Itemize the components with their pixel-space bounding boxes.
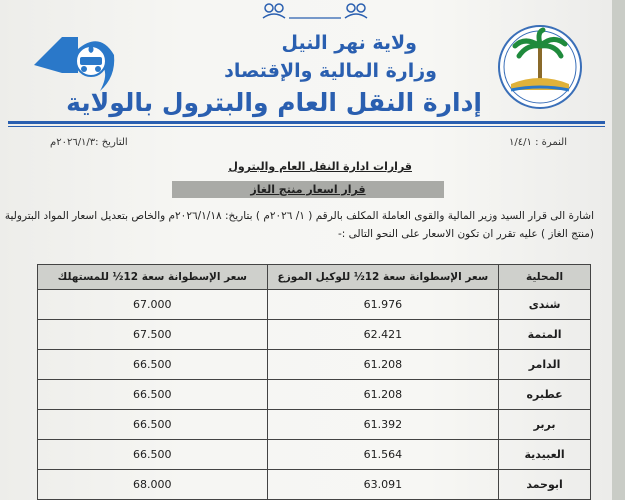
reference-number: النمرة : ١/٤/١ (509, 137, 567, 148)
table-row (38, 410, 591, 440)
subtitle-band (172, 181, 444, 198)
document-subtitle: قرار اسعار منتج الغاز (250, 183, 366, 196)
header-divider (8, 121, 605, 124)
table-header-row (38, 265, 591, 290)
table-row (38, 470, 591, 500)
price-table (37, 264, 591, 500)
document-date: التاريخ :٢٠٢٦/١/٣م (50, 137, 128, 148)
table-row (38, 440, 591, 470)
table-row (38, 320, 591, 350)
consumer-price-cell: 66.500 (38, 410, 268, 440)
body-paragraph: اشارة الى قرار السيد وزير المالية والقوى العاملة المكلف بالرقم ( ١/ ٢٠٢٦م ) بتاريخ: ٢٠٢٦/١/١٨م والخاص بتعديل اسعار المواد البترولية (منتج الغاز ) عليه تقرر ان تكون الاسعار على النحو التالى :- (4, 210, 594, 240)
locality-cell: بربر (499, 410, 591, 440)
consumer-price-cell: 68.000 (38, 470, 268, 500)
distributor-price-cell: 61.208 (267, 380, 499, 410)
locality-cell: عطبره (499, 380, 591, 410)
consumer-price-cell: 67.000 (38, 290, 268, 320)
column-header: المحلية (499, 265, 591, 290)
header-divider-thin (8, 126, 605, 127)
department-name: إدارة النقل العام والبترول بالولاية (66, 88, 482, 117)
distributor-price-cell: 62.421 (267, 320, 499, 350)
table-row (38, 350, 591, 380)
consumer-price-cell: 67.500 (38, 320, 268, 350)
state-emblem-icon (497, 24, 583, 110)
locality-cell: العبيدية (499, 440, 591, 470)
distributor-price-cell: 61.564 (267, 440, 499, 470)
consumer-price-cell: 66.500 (38, 440, 268, 470)
ministry-name: وزارة المالية والإقتصاد (224, 60, 437, 82)
locality-cell: ابوحمد (499, 470, 591, 500)
distributor-price-cell: 61.392 (267, 410, 499, 440)
column-header: سعر الإسطوانة سعة 12½ للمستهلك (38, 265, 268, 290)
distributor-price-cell: 61.976 (267, 290, 499, 320)
state-name: ولاية نهر النيل (281, 32, 417, 54)
locality-cell: المتمة (499, 320, 591, 350)
consumer-price-cell: 66.500 (38, 350, 268, 380)
table-row (38, 290, 591, 320)
consumer-price-cell: 66.500 (38, 380, 268, 410)
table-row (38, 380, 591, 410)
locality-cell: الدامر (499, 350, 591, 380)
distributor-price-cell: 61.208 (267, 350, 499, 380)
page-edge (612, 0, 625, 500)
document-title: قرارات ادارة النقل العام والبترول (228, 160, 412, 173)
distributor-price-cell: 63.091 (267, 470, 499, 500)
locality-cell: شندى (499, 290, 591, 320)
column-header: سعر الإسطوانة سعة 12½ للوكيل الموزع (267, 265, 499, 290)
transport-logo-icon (28, 25, 120, 97)
header-ornament-icon (255, 2, 375, 24)
